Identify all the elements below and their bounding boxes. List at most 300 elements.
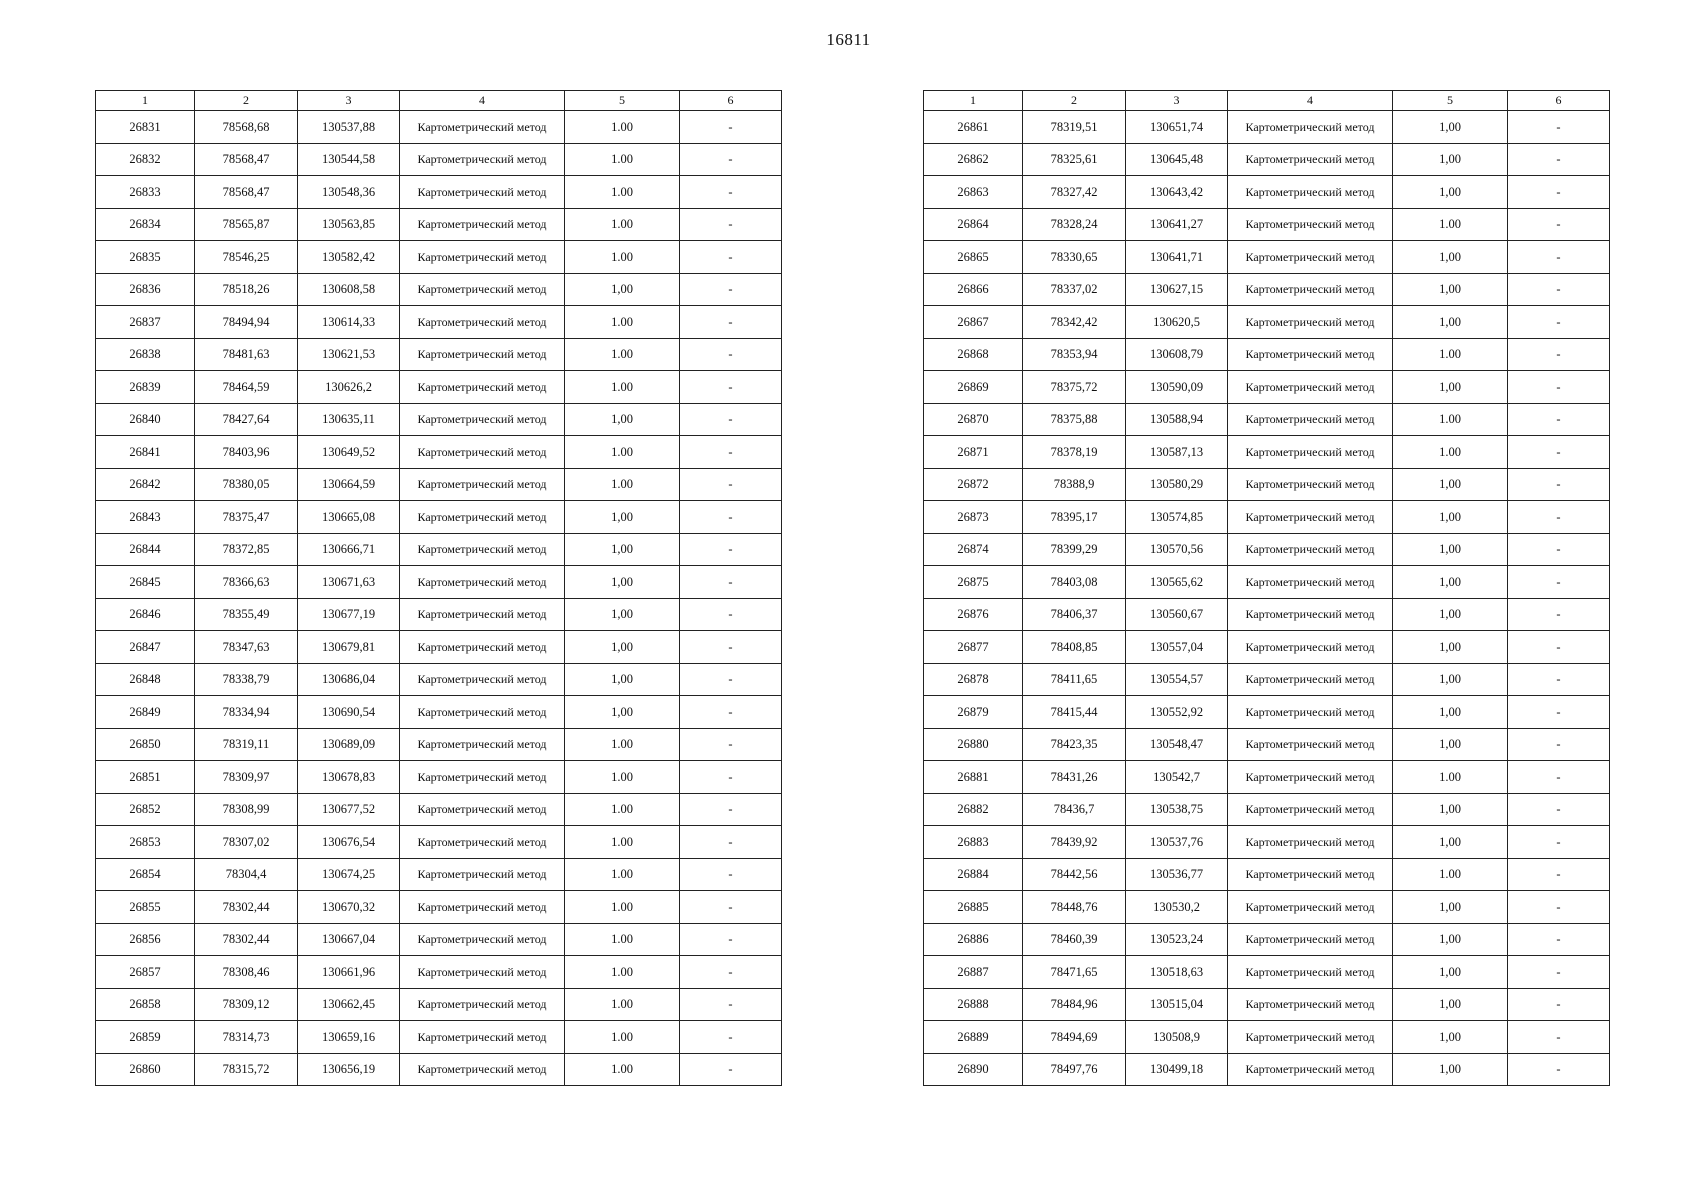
- column-header-2: 2: [195, 91, 298, 111]
- point-number-cell: 26876: [924, 598, 1023, 631]
- x-coordinate-cell: 78380,05: [195, 468, 298, 501]
- table-row: [924, 891, 1610, 924]
- column-header-2: 2: [1023, 91, 1126, 111]
- accuracy-cell: 1.00: [1393, 761, 1508, 794]
- method-cell: Картометрический метод: [400, 923, 565, 956]
- note-cell: -: [1508, 923, 1610, 956]
- y-coordinate-cell: 130548,36: [298, 176, 400, 209]
- accuracy-cell: 1,00: [1393, 501, 1508, 534]
- point-number-cell: 26853: [96, 826, 195, 859]
- point-number-cell: 26875: [924, 566, 1023, 599]
- method-cell: Картометрический метод: [400, 793, 565, 826]
- column-header-4: 4: [1228, 91, 1393, 111]
- y-coordinate-cell: 130662,45: [298, 988, 400, 1021]
- note-cell: -: [1508, 208, 1610, 241]
- x-coordinate-cell: 78415,44: [1023, 696, 1126, 729]
- note-cell: -: [1508, 111, 1610, 144]
- note-cell: -: [680, 111, 782, 144]
- point-number-cell: 26889: [924, 1021, 1023, 1054]
- x-coordinate-cell: 78309,97: [195, 761, 298, 794]
- note-cell: -: [1508, 143, 1610, 176]
- method-cell: Картометрический метод: [400, 143, 565, 176]
- table-row: [96, 696, 782, 729]
- accuracy-cell: 1.00: [565, 826, 680, 859]
- note-cell: -: [1508, 631, 1610, 664]
- y-coordinate-cell: 130649,52: [298, 436, 400, 469]
- method-cell: Картометрический метод: [1228, 663, 1393, 696]
- x-coordinate-cell: 78546,25: [195, 241, 298, 274]
- table-row: [924, 566, 1610, 599]
- x-coordinate-cell: 78309,12: [195, 988, 298, 1021]
- x-coordinate-cell: 78302,44: [195, 891, 298, 924]
- x-coordinate-cell: 78464,59: [195, 371, 298, 404]
- note-cell: -: [1508, 273, 1610, 306]
- column-header-6: 6: [680, 91, 782, 111]
- point-number-cell: 26838: [96, 338, 195, 371]
- x-coordinate-cell: 78355,49: [195, 598, 298, 631]
- y-coordinate-cell: 130614,33: [298, 306, 400, 339]
- method-cell: Картометрический метод: [400, 436, 565, 469]
- accuracy-cell: 1,00: [1393, 988, 1508, 1021]
- y-coordinate-cell: 130664,59: [298, 468, 400, 501]
- table-row: [924, 143, 1610, 176]
- method-cell: Картометрический метод: [1228, 176, 1393, 209]
- note-cell: -: [680, 371, 782, 404]
- accuracy-cell: 1.00: [565, 956, 680, 989]
- point-number-cell: 26865: [924, 241, 1023, 274]
- note-cell: -: [680, 468, 782, 501]
- y-coordinate-cell: 130574,85: [1126, 501, 1228, 534]
- point-number-cell: 26839: [96, 371, 195, 404]
- accuracy-cell: 1,00: [565, 501, 680, 534]
- note-cell: -: [680, 533, 782, 566]
- x-coordinate-cell: 78565,87: [195, 208, 298, 241]
- accuracy-cell: 1.00: [565, 371, 680, 404]
- point-number-cell: 26871: [924, 436, 1023, 469]
- x-coordinate-cell: 78460,39: [1023, 923, 1126, 956]
- table-row: [924, 663, 1610, 696]
- column-header-6: 6: [1508, 91, 1610, 111]
- note-cell: -: [680, 826, 782, 859]
- point-number-cell: 26833: [96, 176, 195, 209]
- y-coordinate-cell: 130689,09: [298, 728, 400, 761]
- y-coordinate-cell: 130563,85: [298, 208, 400, 241]
- x-coordinate-cell: 78403,08: [1023, 566, 1126, 599]
- x-coordinate-cell: 78439,92: [1023, 826, 1126, 859]
- x-coordinate-cell: 78347,63: [195, 631, 298, 664]
- accuracy-cell: 1.00: [565, 891, 680, 924]
- x-coordinate-cell: 78494,69: [1023, 1021, 1126, 1054]
- y-coordinate-cell: 130671,63: [298, 566, 400, 599]
- method-cell: Картометрический метод: [400, 988, 565, 1021]
- note-cell: -: [680, 891, 782, 924]
- x-coordinate-cell: 78484,96: [1023, 988, 1126, 1021]
- point-number-cell: 26832: [96, 143, 195, 176]
- point-number-cell: 26848: [96, 663, 195, 696]
- point-number-cell: 26835: [96, 241, 195, 274]
- point-number-cell: 26873: [924, 501, 1023, 534]
- method-cell: Картометрический метод: [400, 566, 565, 599]
- y-coordinate-cell: 130620,5: [1126, 306, 1228, 339]
- method-cell: Картометрический метод: [1228, 631, 1393, 664]
- accuracy-cell: 1,00: [1393, 793, 1508, 826]
- table-row: [96, 241, 782, 274]
- table-row: [96, 793, 782, 826]
- note-cell: -: [680, 501, 782, 534]
- point-number-cell: 26855: [96, 891, 195, 924]
- table-row: [924, 923, 1610, 956]
- method-cell: Картометрический метод: [1228, 826, 1393, 859]
- accuracy-cell: 1,00: [565, 273, 680, 306]
- method-cell: Картометрический метод: [1228, 728, 1393, 761]
- x-coordinate-cell: 78372,85: [195, 533, 298, 566]
- method-cell: Картометрический метод: [400, 533, 565, 566]
- table-row: [96, 436, 782, 469]
- y-coordinate-cell: 130542,7: [1126, 761, 1228, 794]
- note-cell: -: [680, 956, 782, 989]
- x-coordinate-cell: 78375,72: [1023, 371, 1126, 404]
- note-cell: -: [680, 696, 782, 729]
- note-cell: -: [1508, 1053, 1610, 1086]
- accuracy-cell: 1,00: [565, 598, 680, 631]
- table-row: [924, 1053, 1610, 1086]
- method-cell: Картометрический метод: [400, 598, 565, 631]
- note-cell: -: [680, 436, 782, 469]
- note-cell: -: [1508, 988, 1610, 1021]
- point-number-cell: 26860: [96, 1053, 195, 1086]
- accuracy-cell: 1.00: [565, 793, 680, 826]
- table-row: [924, 338, 1610, 371]
- point-number-cell: 26849: [96, 696, 195, 729]
- method-cell: Картометрический метод: [400, 891, 565, 924]
- point-number-cell: 26851: [96, 761, 195, 794]
- note-cell: -: [680, 176, 782, 209]
- x-coordinate-cell: 78408,85: [1023, 631, 1126, 664]
- y-coordinate-cell: 130645,48: [1126, 143, 1228, 176]
- note-cell: -: [680, 273, 782, 306]
- accuracy-cell: 1.00: [565, 208, 680, 241]
- accuracy-cell: 1,00: [1393, 1053, 1508, 1086]
- note-cell: -: [1508, 468, 1610, 501]
- point-number-cell: 26874: [924, 533, 1023, 566]
- accuracy-cell: 1,00: [1393, 598, 1508, 631]
- note-cell: -: [680, 631, 782, 664]
- x-coordinate-cell: 78328,24: [1023, 208, 1126, 241]
- y-coordinate-cell: 130656,19: [298, 1053, 400, 1086]
- table-row: [96, 468, 782, 501]
- y-coordinate-cell: 130661,96: [298, 956, 400, 989]
- y-coordinate-cell: 130590,09: [1126, 371, 1228, 404]
- table-row: [96, 566, 782, 599]
- point-number-cell: 26872: [924, 468, 1023, 501]
- table-row: [96, 956, 782, 989]
- note-cell: -: [1508, 436, 1610, 469]
- table-row: [96, 273, 782, 306]
- point-number-cell: 26847: [96, 631, 195, 664]
- accuracy-cell: 1,00: [1393, 533, 1508, 566]
- y-coordinate-cell: 130677,52: [298, 793, 400, 826]
- note-cell: -: [680, 241, 782, 274]
- point-number-cell: 26852: [96, 793, 195, 826]
- point-number-cell: 26883: [924, 826, 1023, 859]
- table-row: [96, 1053, 782, 1086]
- accuracy-cell: 1.00: [565, 241, 680, 274]
- accuracy-cell: 1.00: [565, 143, 680, 176]
- accuracy-cell: 1.00: [565, 111, 680, 144]
- note-cell: -: [1508, 663, 1610, 696]
- note-cell: -: [1508, 793, 1610, 826]
- note-cell: -: [680, 793, 782, 826]
- accuracy-cell: 1,00: [1393, 143, 1508, 176]
- point-number-cell: 26850: [96, 728, 195, 761]
- note-cell: -: [680, 1053, 782, 1086]
- x-coordinate-cell: 78314,73: [195, 1021, 298, 1054]
- table-row: [924, 761, 1610, 794]
- column-header-5: 5: [565, 91, 680, 111]
- table-row: [96, 111, 782, 144]
- method-cell: Картометрический метод: [400, 111, 565, 144]
- method-cell: Картометрический метод: [400, 728, 565, 761]
- point-number-cell: 26836: [96, 273, 195, 306]
- point-number-cell: 26877: [924, 631, 1023, 664]
- x-coordinate-cell: 78319,11: [195, 728, 298, 761]
- table-row: [96, 858, 782, 891]
- y-coordinate-cell: 130608,79: [1126, 338, 1228, 371]
- method-cell: Картометрический метод: [1228, 1053, 1393, 1086]
- note-cell: -: [1508, 241, 1610, 274]
- note-cell: -: [1508, 1021, 1610, 1054]
- y-coordinate-cell: 130536,77: [1126, 858, 1228, 891]
- table-row: [96, 306, 782, 339]
- note-cell: -: [1508, 566, 1610, 599]
- note-cell: -: [1508, 728, 1610, 761]
- accuracy-cell: 1,00: [1393, 696, 1508, 729]
- method-cell: Картометрический метод: [1228, 208, 1393, 241]
- x-coordinate-cell: 78319,51: [1023, 111, 1126, 144]
- method-cell: Картометрический метод: [1228, 501, 1393, 534]
- accuracy-cell: 1.00: [565, 923, 680, 956]
- table-header-row: [96, 91, 782, 111]
- y-coordinate-cell: 130676,54: [298, 826, 400, 859]
- y-coordinate-cell: 130651,74: [1126, 111, 1228, 144]
- point-number-cell: 26844: [96, 533, 195, 566]
- note-cell: -: [680, 306, 782, 339]
- x-coordinate-cell: 78494,94: [195, 306, 298, 339]
- point-number-cell: 26846: [96, 598, 195, 631]
- y-coordinate-cell: 130659,16: [298, 1021, 400, 1054]
- note-cell: -: [1508, 501, 1610, 534]
- table-row: [924, 241, 1610, 274]
- point-number-cell: 26881: [924, 761, 1023, 794]
- x-coordinate-cell: 78481,63: [195, 338, 298, 371]
- method-cell: Картометрический метод: [1228, 1021, 1393, 1054]
- method-cell: Картометрический метод: [400, 826, 565, 859]
- method-cell: Картометрический метод: [400, 1053, 565, 1086]
- accuracy-cell: 1,00: [1393, 728, 1508, 761]
- note-cell: -: [1508, 403, 1610, 436]
- table-row: [924, 273, 1610, 306]
- table-row: [96, 403, 782, 436]
- table-row: [96, 1021, 782, 1054]
- method-cell: Картометрический метод: [1228, 338, 1393, 371]
- y-coordinate-cell: 130530,2: [1126, 891, 1228, 924]
- method-cell: Картометрический метод: [1228, 403, 1393, 436]
- point-number-cell: 26858: [96, 988, 195, 1021]
- accuracy-cell: 1,00: [1393, 176, 1508, 209]
- note-cell: -: [1508, 306, 1610, 339]
- accuracy-cell: 1.00: [1393, 208, 1508, 241]
- x-coordinate-cell: 78342,42: [1023, 306, 1126, 339]
- y-coordinate-cell: 130557,04: [1126, 631, 1228, 664]
- accuracy-cell: 1,00: [1393, 956, 1508, 989]
- note-cell: -: [680, 598, 782, 631]
- note-cell: -: [680, 566, 782, 599]
- y-coordinate-cell: 130548,47: [1126, 728, 1228, 761]
- x-coordinate-cell: 78568,47: [195, 176, 298, 209]
- y-coordinate-cell: 130666,71: [298, 533, 400, 566]
- point-number-cell: 26854: [96, 858, 195, 891]
- accuracy-cell: 1.00: [565, 728, 680, 761]
- method-cell: Картометрический метод: [1228, 241, 1393, 274]
- table-row: [96, 208, 782, 241]
- y-coordinate-cell: 130679,81: [298, 631, 400, 664]
- method-cell: Картометрический метод: [1228, 436, 1393, 469]
- point-number-cell: 26842: [96, 468, 195, 501]
- method-cell: Картометрический метод: [400, 403, 565, 436]
- y-coordinate-cell: 130621,53: [298, 338, 400, 371]
- accuracy-cell: 1,00: [565, 566, 680, 599]
- method-cell: Картометрический метод: [1228, 793, 1393, 826]
- note-cell: -: [680, 663, 782, 696]
- point-number-cell: 26870: [924, 403, 1023, 436]
- note-cell: -: [1508, 598, 1610, 631]
- x-coordinate-cell: 78406,37: [1023, 598, 1126, 631]
- y-coordinate-cell: 130537,76: [1126, 826, 1228, 859]
- method-cell: Картометрический метод: [400, 176, 565, 209]
- accuracy-cell: 1,00: [1393, 371, 1508, 404]
- table-row: [924, 403, 1610, 436]
- y-coordinate-cell: 130538,75: [1126, 793, 1228, 826]
- accuracy-cell: 1,00: [1393, 891, 1508, 924]
- table-row: [96, 663, 782, 696]
- y-coordinate-cell: 130515,04: [1126, 988, 1228, 1021]
- point-number-cell: 26859: [96, 1021, 195, 1054]
- y-coordinate-cell: 130686,04: [298, 663, 400, 696]
- column-header-5: 5: [1393, 91, 1508, 111]
- y-coordinate-cell: 130554,57: [1126, 663, 1228, 696]
- y-coordinate-cell: 130627,15: [1126, 273, 1228, 306]
- note-cell: -: [1508, 956, 1610, 989]
- point-number-cell: 26862: [924, 143, 1023, 176]
- point-number-cell: 26884: [924, 858, 1023, 891]
- method-cell: Картометрический метод: [400, 858, 565, 891]
- x-coordinate-cell: 78375,88: [1023, 403, 1126, 436]
- y-coordinate-cell: 130690,54: [298, 696, 400, 729]
- table-row: [96, 988, 782, 1021]
- x-coordinate-cell: 78315,72: [195, 1053, 298, 1086]
- x-coordinate-cell: 78388,9: [1023, 468, 1126, 501]
- table-header-row: [924, 91, 1610, 111]
- table-row: [96, 371, 782, 404]
- table-row: [924, 468, 1610, 501]
- accuracy-cell: 1.00: [565, 468, 680, 501]
- accuracy-cell: 1.00: [565, 306, 680, 339]
- x-coordinate-cell: 78471,65: [1023, 956, 1126, 989]
- method-cell: Картометрический метод: [400, 371, 565, 404]
- table-row: [96, 826, 782, 859]
- note-cell: -: [680, 923, 782, 956]
- coordinates-table-left: [95, 90, 782, 1086]
- column-header-3: 3: [1126, 91, 1228, 111]
- table-row: [924, 533, 1610, 566]
- method-cell: Картометрический метод: [1228, 923, 1393, 956]
- table-row: [924, 436, 1610, 469]
- table-row: [96, 338, 782, 371]
- y-coordinate-cell: 130518,63: [1126, 956, 1228, 989]
- table-row: [924, 793, 1610, 826]
- accuracy-cell: 1.00: [565, 858, 680, 891]
- table-row: [924, 501, 1610, 534]
- y-coordinate-cell: 130608,58: [298, 273, 400, 306]
- method-cell: Картометрический метод: [1228, 533, 1393, 566]
- table-row: [924, 598, 1610, 631]
- table-row: [924, 826, 1610, 859]
- table-row: [924, 728, 1610, 761]
- method-cell: Картометрический метод: [1228, 988, 1393, 1021]
- note-cell: -: [1508, 371, 1610, 404]
- x-coordinate-cell: 78334,94: [195, 696, 298, 729]
- accuracy-cell: 1.00: [565, 338, 680, 371]
- accuracy-cell: 1.00: [1393, 403, 1508, 436]
- column-header-1: 1: [96, 91, 195, 111]
- table-row: [924, 1021, 1610, 1054]
- method-cell: Картометрический метод: [400, 696, 565, 729]
- y-coordinate-cell: 130523,24: [1126, 923, 1228, 956]
- accuracy-cell: 1,00: [565, 631, 680, 664]
- x-coordinate-cell: 78337,02: [1023, 273, 1126, 306]
- point-number-cell: 26845: [96, 566, 195, 599]
- note-cell: -: [680, 988, 782, 1021]
- y-coordinate-cell: 130678,83: [298, 761, 400, 794]
- point-number-cell: 26843: [96, 501, 195, 534]
- y-coordinate-cell: 130552,92: [1126, 696, 1228, 729]
- accuracy-cell: 1.00: [565, 1053, 680, 1086]
- x-coordinate-cell: 78307,02: [195, 826, 298, 859]
- method-cell: Картометрический метод: [1228, 306, 1393, 339]
- table-row: [924, 988, 1610, 1021]
- note-cell: -: [1508, 891, 1610, 924]
- table-row: [924, 956, 1610, 989]
- method-cell: Картометрический метод: [1228, 891, 1393, 924]
- accuracy-cell: 1.00: [1393, 858, 1508, 891]
- point-number-cell: 26869: [924, 371, 1023, 404]
- x-coordinate-cell: 78497,76: [1023, 1053, 1126, 1086]
- table-row: [924, 176, 1610, 209]
- method-cell: Картометрический метод: [1228, 858, 1393, 891]
- point-number-cell: 26856: [96, 923, 195, 956]
- point-number-cell: 26863: [924, 176, 1023, 209]
- point-number-cell: 26885: [924, 891, 1023, 924]
- note-cell: -: [1508, 696, 1610, 729]
- method-cell: Картометрический метод: [1228, 956, 1393, 989]
- method-cell: Картометрический метод: [400, 631, 565, 664]
- y-coordinate-cell: 130674,25: [298, 858, 400, 891]
- x-coordinate-cell: 78375,47: [195, 501, 298, 534]
- point-number-cell: 26866: [924, 273, 1023, 306]
- point-number-cell: 26890: [924, 1053, 1023, 1086]
- point-number-cell: 26867: [924, 306, 1023, 339]
- x-coordinate-cell: 78308,99: [195, 793, 298, 826]
